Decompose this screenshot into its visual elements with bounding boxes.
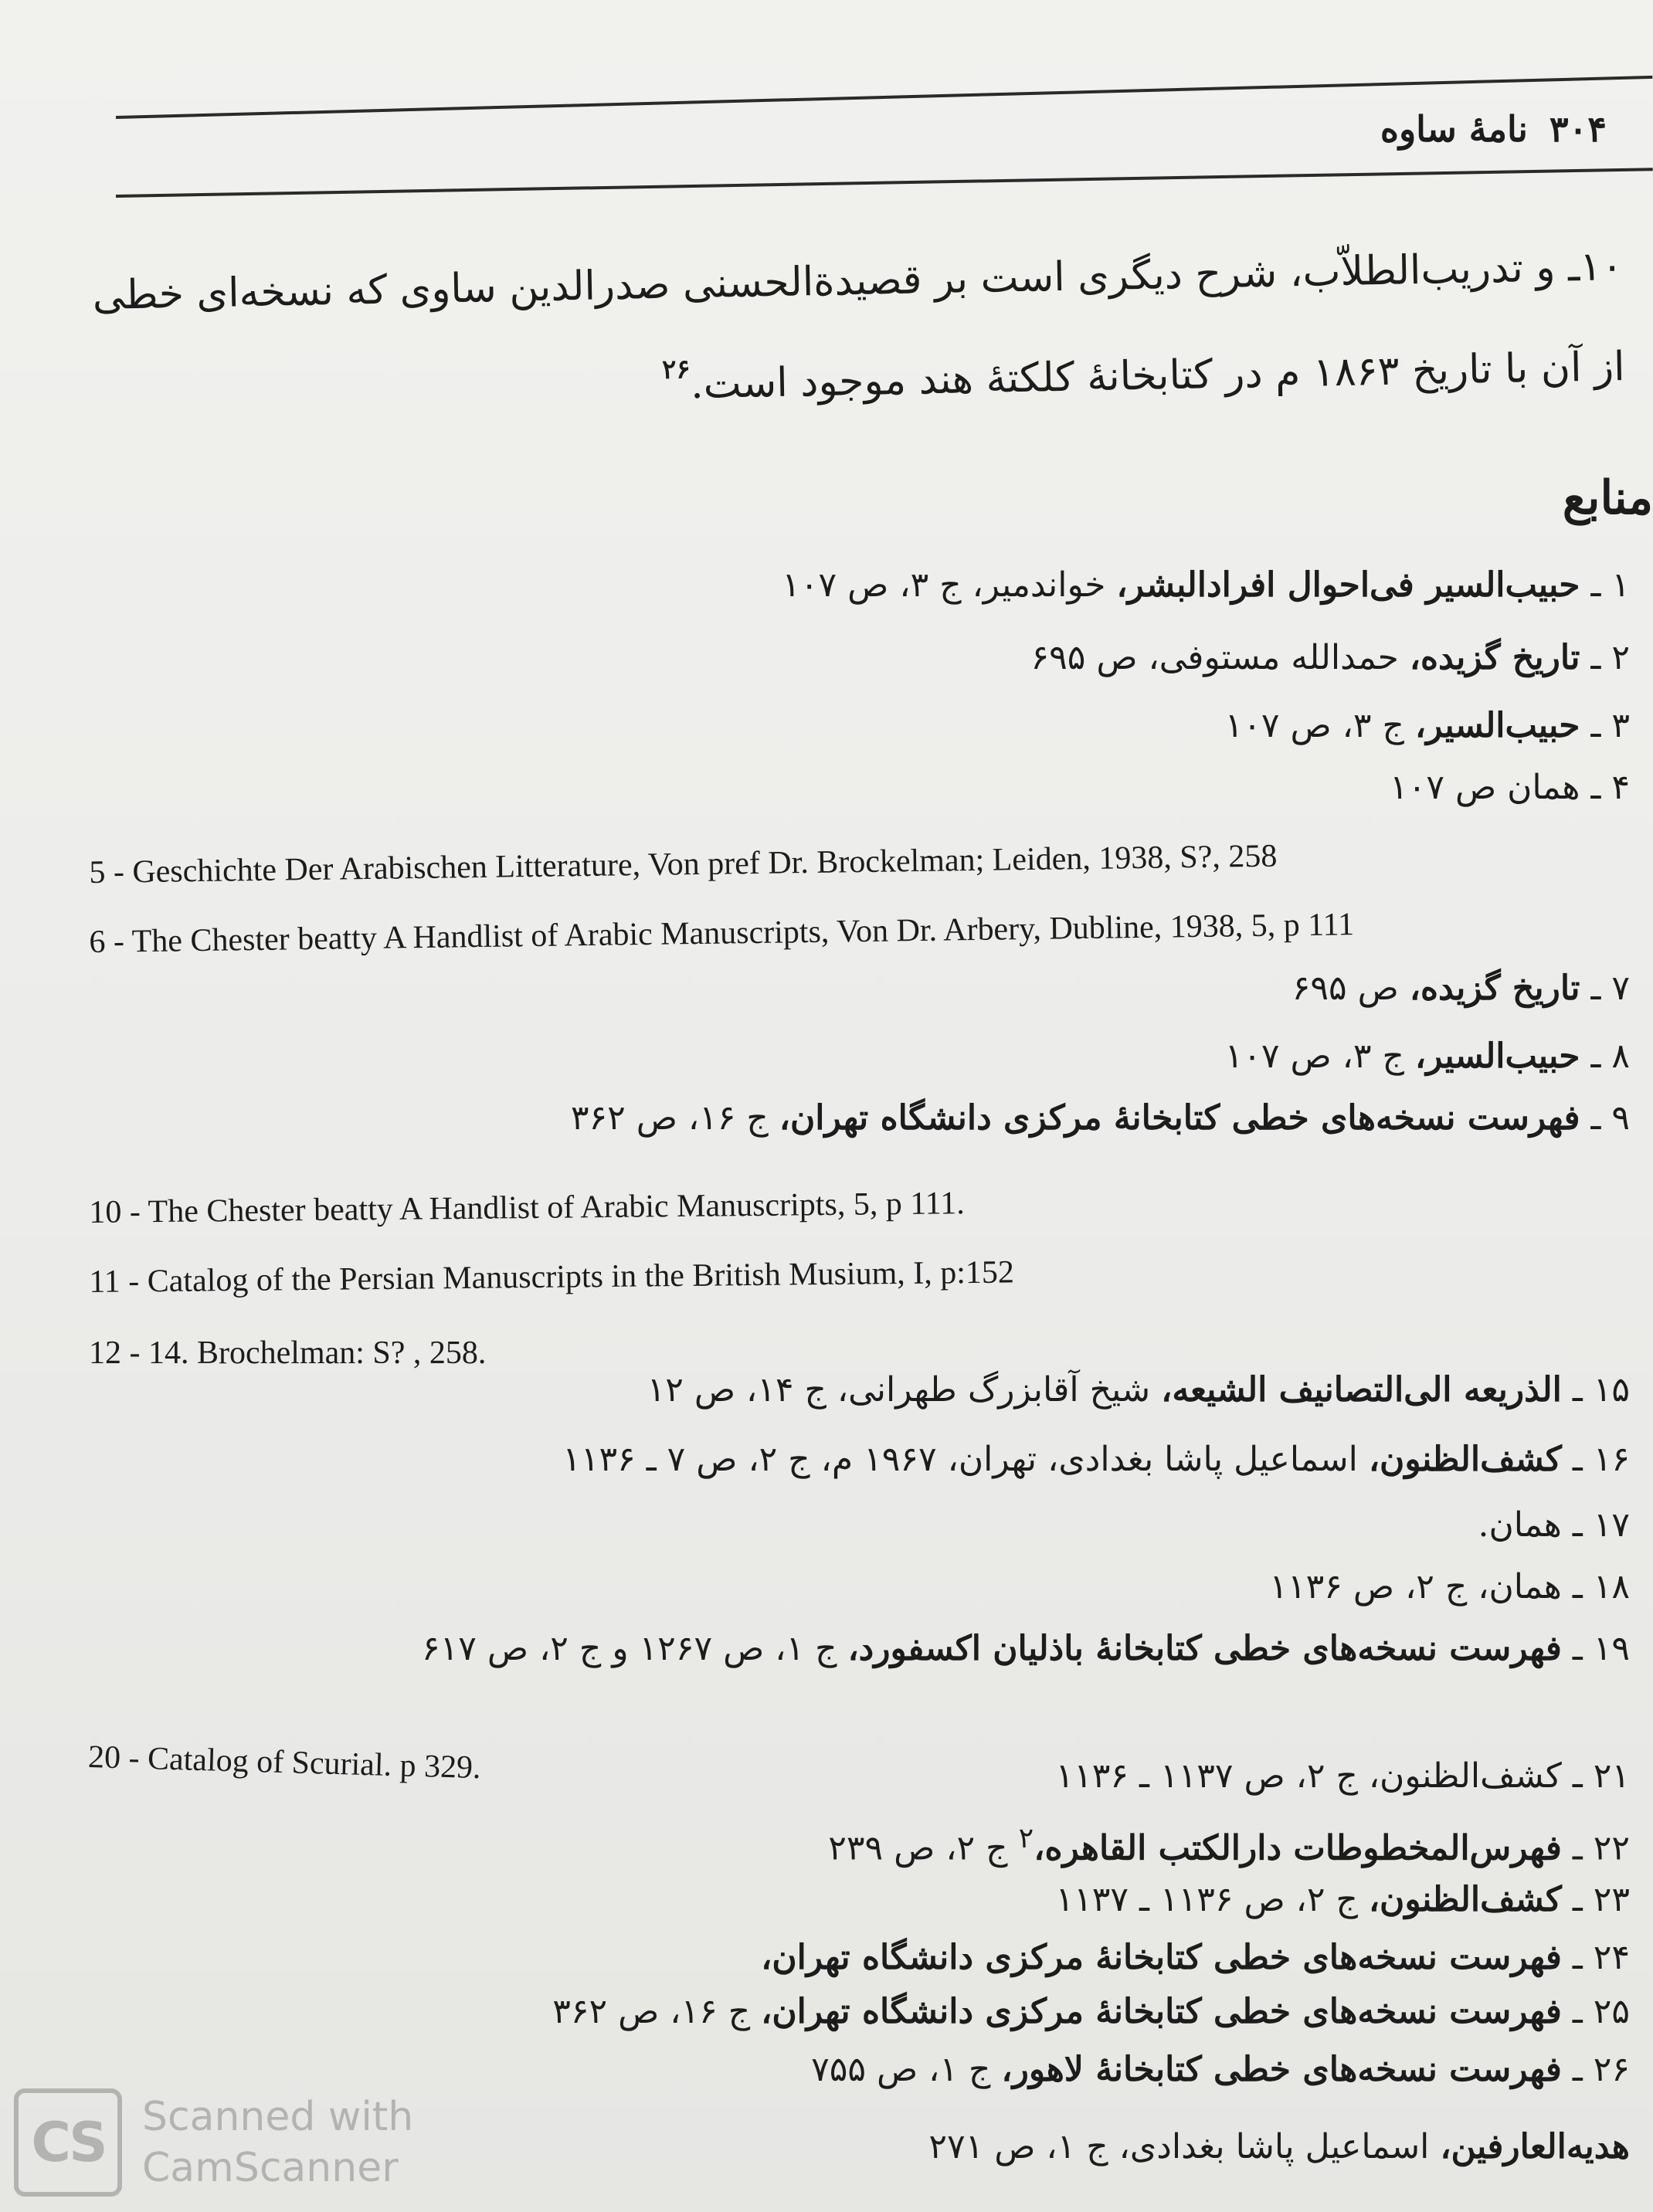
ref-10: 10 - The Chester beatty A Handlist of Arabic Manuscripts, 5, p 111. (89, 1186, 965, 1230)
ref-24 (761, 1935, 1630, 1981)
ref-title: فهرست نسخه‌های خطی کتابخانهٔ باذلیان اکسفورد، (847, 1629, 1562, 1668)
ref-title: تاریخ گزیده، (1409, 638, 1580, 677)
ref-22 (828, 1815, 1630, 1872)
ref-detail: اسماعیل پاشا بغدادی، ج ۱، ص ۲۷۱ (928, 2127, 1441, 2166)
ref-19 (422, 1626, 1630, 1672)
ref-number: ۱۹ ـ (1561, 1629, 1630, 1668)
ref-title: کشف‌الظنون، (1368, 1880, 1562, 1919)
ref-detail: ج ۲، ص ۱۱۳۶ ـ ۱۱۳۷ (1055, 1880, 1369, 1919)
page-header (1380, 108, 1607, 150)
ref-1 (782, 562, 1630, 609)
ref-2 (1030, 635, 1630, 681)
ref-detail: ج ۱، ص ۷۵۵ (811, 2050, 1002, 2089)
ref-9 (571, 1095, 1630, 1142)
ref-detail: همان ص ۱۰۷ (1390, 768, 1580, 807)
ref-detail: خواندمیر، ج ۳، ص ۱۰۷ (782, 565, 1117, 605)
ref-11: 11 - Catalog of the Persian Manuscripts in the British Musium, I, p:152 (89, 1254, 1015, 1300)
ref-15 (647, 1367, 1630, 1413)
ref-12-14: 12 - 14. Brochelman: S? , 258. (89, 1335, 487, 1371)
ref-detail: ج ۱۶، ص ۳۶۲ (552, 1992, 762, 2031)
ref-number: ۷ ـ (1580, 969, 1630, 1008)
ref-number: ۲ ـ (1580, 638, 1630, 677)
ref-27 (928, 2124, 1630, 2170)
paragraph-line-2-text: از آن با تاریخ ۱۸۶۳ م در کتابخانهٔ کلکتهٔ هند موجود است. (690, 343, 1626, 409)
ref-detail: کشف‌الظنون، ج ۲، ص ۱۱۳۷ ـ ۱۱۳۶ (1055, 1756, 1562, 1796)
header-rule-bottom (116, 168, 1653, 198)
ref-23 (1056, 1877, 1630, 1923)
ref-number: ۲۳ ـ (1561, 1880, 1630, 1919)
camscanner-logo-icon: CS (14, 2088, 122, 2197)
ref-number: ۴ ـ (1580, 768, 1630, 807)
ref-number: ۱۸ ـ (1561, 1567, 1630, 1606)
ref-number: ۳ ـ (1580, 706, 1630, 745)
ref-17 (1478, 1502, 1631, 1549)
ref-number: ۲۲ ـ (1561, 1828, 1630, 1868)
ref-title: حبیب‌السیر فی‌احوال افرادالبشر، (1116, 565, 1580, 605)
ref-20: 20 - Catalog of Scurial. p 329. (87, 1739, 482, 1786)
ref-title: فهرست نسخه‌های خطی کتابخانهٔ مرکزی دانشگاه تهران، (761, 1992, 1562, 2031)
ref-detail: ج ۳، ص ۱۰۷ (1224, 706, 1415, 745)
paragraph-line-1: ۱۰ـ و تدریب‌الطلاّب، شرح دیگری است بر قصیدةالحسنی صدرالدین ساوی که نسخه‌ای خطی (92, 243, 1624, 320)
ref-detail: اسماعیل پاشا بغدادی، تهران، ۱۹۶۷ م، ج ۲، ص ۷ ـ ۱۱۳۶ (562, 1440, 1369, 1479)
ref-detail: ج ۱۶، ص ۳۶۲ (570, 1098, 779, 1138)
ref-number: ۲۵ ـ (1561, 1992, 1630, 2031)
watermark-text (142, 2092, 413, 2193)
ref-number: ۹ ـ (1580, 1098, 1630, 1138)
footnote-mark: ۲۶ (661, 354, 691, 385)
ref-8 (1225, 1033, 1630, 1080)
ref-number: ۱۵ ـ (1561, 1370, 1630, 1410)
ref-6: 6 - The Chester beatty A Handlist of Arabic Manuscripts, Von Dr. Arbery, Dubline, 1938, 5, p 111 (89, 907, 1355, 960)
ref-18 (1269, 1564, 1630, 1610)
ref-superscript: ۲ (1018, 1821, 1034, 1854)
ref-detail: ج ۱، ص ۱۲۶۷ و ج ۲، ص ۶۱۷ (422, 1629, 848, 1668)
ref-5: 5 - Geschichte Der Arabischen Litterature, Von pref Dr. Brockelman; Leiden, 1938, S?, 258 (89, 838, 1278, 891)
ref-number: ۲۱ ـ (1561, 1756, 1630, 1796)
ref-number: ۲۴ ـ (1561, 1938, 1630, 1977)
ref-detail: همان، ج ۲، ص ۱۱۳۶ (1269, 1567, 1562, 1606)
ref-title: فهرست نسخه‌های خطی کتابخانهٔ مرکزی دانشگاه تهران، (779, 1098, 1580, 1138)
ref-title: تاریخ گزیده، (1409, 969, 1580, 1008)
ref-7 (1292, 965, 1630, 1012)
running-title: نامهٔ ساوه (1380, 108, 1528, 150)
camscanner-watermark (14, 2088, 413, 2197)
watermark-line-2: CamScanner (142, 2145, 399, 2191)
ref-title: فهرست نسخه‌های خطی کتابخانهٔ لاهور، (1001, 2050, 1562, 2089)
ref-title: الذریعه الی‌التصانیف الشیعه، (1161, 1370, 1562, 1410)
ref-title: حبیب‌السیر، (1414, 706, 1580, 745)
ref-detail: ص ۶۹۵ (1292, 969, 1410, 1008)
ref-title: هدیه‌العارفین، (1440, 2127, 1630, 2166)
ref-21 (1056, 1753, 1630, 1800)
ref-25 (552, 1989, 1630, 2035)
ref-detail: شیخ آقابزرگ طهرانی، ج ۱۴، ص ۱۲ (647, 1370, 1162, 1410)
ref-26 (811, 2047, 1630, 2093)
ref-detail: همان. (1478, 1505, 1562, 1545)
sources-heading: منابع (1562, 471, 1653, 525)
ref-detail: ج ۳، ص ۱۰۷ (1224, 1036, 1415, 1076)
ref-4 (1390, 765, 1630, 811)
ref-16 (562, 1437, 1630, 1483)
ref-number: ۱۶ ـ (1561, 1440, 1630, 1479)
ref-3 (1225, 703, 1630, 749)
ref-number: ۲۶ ـ (1561, 2050, 1630, 2089)
page-number: ۳۰۴ (1549, 108, 1607, 150)
ref-title: کشف‌الظنون، (1368, 1440, 1562, 1479)
ref-title: فهرس‌المخطوطات دارالکتب القاهره، (1034, 1828, 1562, 1868)
ref-detail: حمدالله مستوفی، ص ۶۹۵ (1030, 638, 1410, 677)
ref-detail: ج ۲، ص ۲۳۹ (828, 1828, 1019, 1868)
ref-number: ۱۷ ـ (1561, 1505, 1630, 1545)
ref-number: ۸ ـ (1580, 1036, 1630, 1076)
ref-number: ۱ ـ (1580, 565, 1630, 605)
ref-title: حبیب‌السیر، (1414, 1036, 1580, 1076)
watermark-line-1: Scanned with (142, 2094, 414, 2140)
body-paragraph (77, 224, 1625, 439)
ref-title: فهرست نسخه‌های خطی کتابخانهٔ مرکزی دانشگاه تهران، (761, 1938, 1562, 1977)
